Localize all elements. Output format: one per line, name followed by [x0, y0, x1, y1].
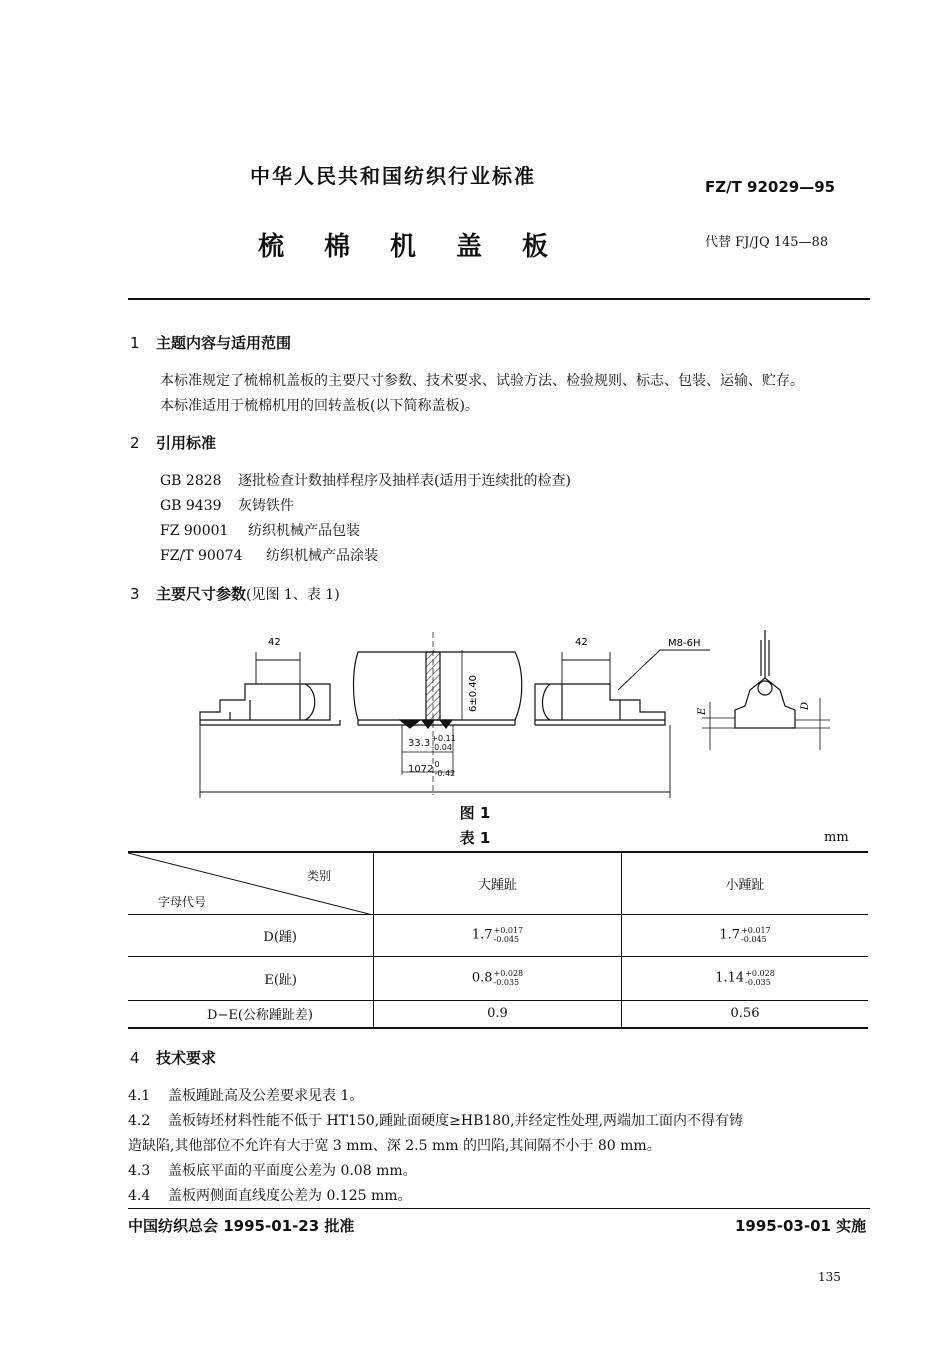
reference-item — [160, 495, 294, 515]
value-base: 1.14 — [715, 970, 745, 986]
row-label: D−E(公称踵趾差) — [128, 1000, 374, 1028]
header-letter-code: 字母代号 — [158, 895, 207, 909]
section-title-suffix: (见图 1、表 1) — [246, 587, 340, 603]
tolerance-upper: +0.017 — [493, 926, 524, 935]
document-title: 梳棉机盖板 — [258, 232, 589, 262]
row-label: E(趾) — [128, 956, 374, 1000]
table-header-diagonal-cell — [128, 852, 374, 914]
table-unit: mm — [824, 830, 849, 845]
standard-number: FZ/T 92029—95 — [705, 178, 836, 196]
requirement-text: 盖板底平面的平面度公差为 0.08 mm。 — [168, 1163, 417, 1179]
approval-date: 中国纺织总会 1995-01-23 批准 — [128, 1217, 355, 1235]
table-row — [128, 956, 868, 1000]
requirement-continuation — [128, 1135, 661, 1155]
requirement-number: 4.3 — [128, 1163, 151, 1179]
section-1-heading — [130, 332, 291, 353]
reference-item — [160, 470, 571, 490]
dim-42-right: 42 — [575, 637, 588, 648]
tolerance-upper: +0.11 — [431, 734, 456, 743]
cell-big: 0.9 — [374, 1000, 622, 1028]
section-title: 主要尺寸参数 — [156, 585, 247, 603]
dim-42-left: 42 — [268, 637, 281, 648]
section-title: 主题内容与适用范围 — [156, 334, 292, 352]
requirement-text: 盖板踵趾高及公差要求见表 1。 — [168, 1088, 364, 1104]
reference-code: FZ 90001 — [160, 523, 229, 539]
header-category: 类别 — [306, 869, 331, 883]
cell-big — [374, 914, 622, 956]
reference-item — [160, 520, 360, 540]
figure-caption: 图 1 — [459, 804, 491, 822]
cell-small — [622, 914, 869, 956]
reference-name: 逐批检查计数抽样程序及抽样表(适用于连续批的检查) — [238, 473, 571, 489]
cell-small: 0.56 — [622, 1000, 869, 1028]
page-number: 135 — [818, 1270, 841, 1284]
value-base: 1.7 — [719, 927, 741, 943]
reference-code: GB 2828 — [160, 473, 222, 489]
label-e: E — [697, 707, 708, 715]
requirement-text: 造缺陷,其他部位不允许有大于宽 3 mm、深 2.5 mm 的凹陷,其间隔不小于 80 mm。 — [128, 1138, 661, 1154]
tolerance-lower: -0.045 — [493, 935, 520, 944]
dimension-base: 33.3 — [408, 738, 431, 749]
requirement-number: 4.4 — [128, 1188, 151, 1204]
reference-item — [160, 545, 378, 565]
issuing-organization: 中华人民共和国纺织行业标准 — [250, 164, 536, 188]
label-d: D — [800, 701, 811, 710]
table-row — [128, 1000, 868, 1028]
tolerance-lower: -0.035 — [493, 978, 520, 987]
reference-name: 纺织机械产品涂装 — [266, 548, 378, 564]
height-dimension: 6±0.40 — [468, 674, 479, 712]
footer-divider — [128, 1208, 870, 1209]
reference-name: 纺织机械产品包装 — [248, 523, 360, 539]
section-title: 技术要求 — [156, 1049, 217, 1067]
requirement-item — [128, 1085, 363, 1105]
section-1-paragraph-1: 本标准规定了梳棉机盖板的主要尺寸参数、技术要求、试验方法、检验规则、标志、包装、运输、贮存。 — [160, 373, 804, 389]
tolerance-upper: +0.017 — [741, 926, 771, 935]
section-4-heading — [130, 1047, 216, 1068]
tolerance-lower: -0.42 — [434, 769, 456, 778]
length-dimension — [408, 760, 455, 778]
thread-spec: M8-6H — [668, 638, 701, 649]
table-caption: 表 1 — [459, 829, 491, 847]
section-1-paragraph-2: 本标准适用于梳棉机用的回转盖板(以下简称盖板)。 — [160, 398, 479, 414]
table-1 — [128, 851, 868, 1029]
requirement-number: 4.2 — [128, 1113, 151, 1129]
cell-big — [374, 956, 622, 1000]
requirement-number: 4.1 — [128, 1088, 151, 1104]
reference-name: 灰铸铁件 — [238, 498, 294, 514]
requirement-text: 盖板铸坯材料性能不低于 HT150,踵趾面硬度≥HB180,并经定性处理,两端加工面内不得有铸 — [168, 1113, 744, 1129]
section-number: 4 — [130, 1049, 140, 1067]
section-title: 引用标准 — [156, 434, 217, 452]
requirement-item — [128, 1110, 743, 1130]
tolerance-lower: -0.04 — [431, 743, 452, 752]
table-header-row — [128, 852, 868, 914]
dimension-base: 1072 — [408, 764, 434, 775]
effective-date: 1995-03-01 实施 — [735, 1217, 867, 1235]
header-divider — [128, 298, 870, 300]
section-number: 3 — [130, 585, 140, 603]
tolerance-lower: -0.035 — [745, 978, 771, 987]
value-base: 1.7 — [471, 927, 493, 943]
replaces-standard: 代替 FJ/JQ 145—88 — [705, 235, 829, 250]
section-number: 2 — [130, 434, 140, 452]
header-small: 小踵趾 — [622, 852, 869, 914]
tolerance-upper: +0.028 — [493, 969, 524, 978]
row-label: D(踵) — [128, 914, 374, 956]
requirement-item — [128, 1160, 417, 1180]
requirement-text: 盖板两侧面直线度公差为 0.125 mm。 — [168, 1188, 412, 1204]
section-3-heading — [130, 583, 340, 604]
requirement-item — [128, 1185, 412, 1205]
header-big: 大踵趾 — [374, 852, 622, 914]
tolerance-upper: +0.028 — [745, 969, 775, 978]
reference-code: GB 9439 — [160, 498, 222, 514]
figure-1-drawing — [190, 620, 840, 800]
tolerance-lower: -0.045 — [741, 935, 767, 944]
section-number: 1 — [130, 334, 140, 352]
width-dimension — [408, 734, 456, 752]
table-row — [128, 914, 868, 956]
cell-small — [622, 956, 869, 1000]
value-base: 0.8 — [471, 970, 493, 986]
tolerance-upper: 0 — [434, 760, 440, 769]
section-2-heading — [130, 432, 216, 453]
reference-code: FZ/T 90074 — [160, 548, 243, 564]
